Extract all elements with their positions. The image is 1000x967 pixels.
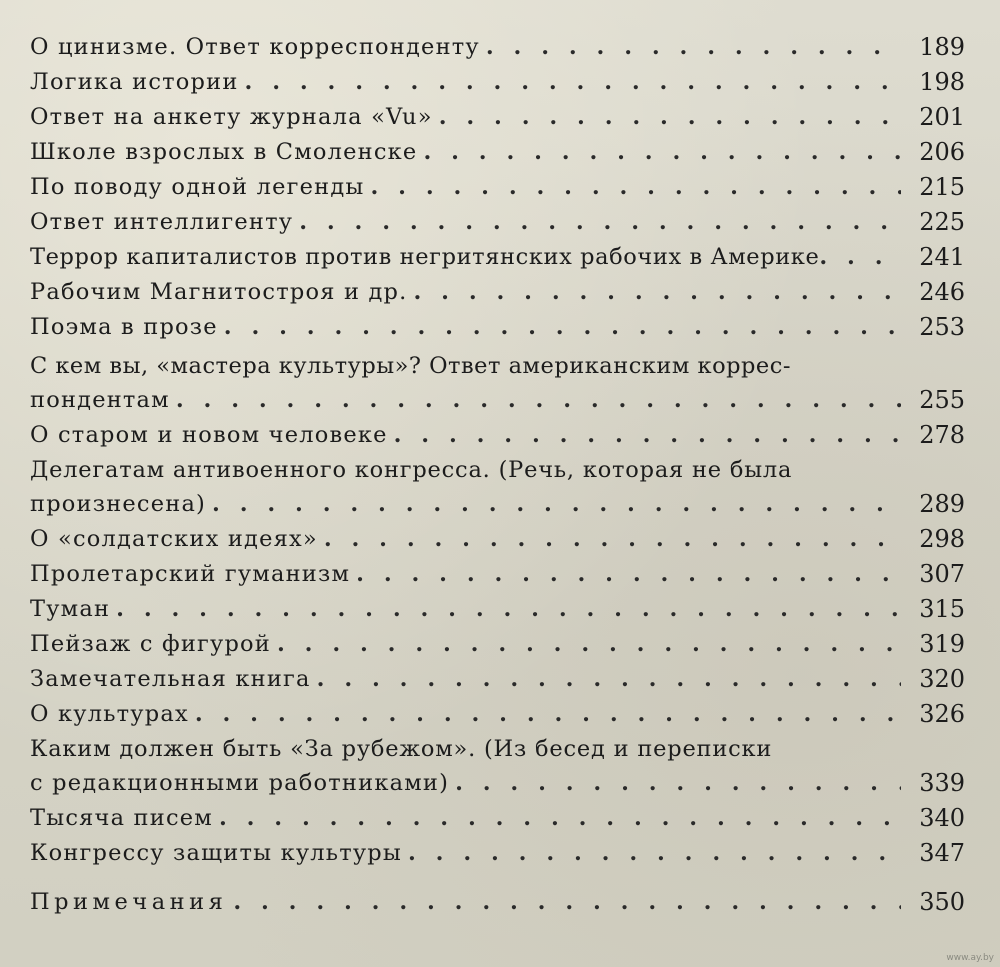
toc-entry-page: 278 — [919, 421, 965, 449]
toc-entry — [30, 627, 965, 662]
toc-entry-page: 350 — [919, 888, 965, 916]
table-of-contents — [30, 30, 965, 920]
dot-leader — [245, 65, 901, 100]
toc-entry — [30, 418, 965, 453]
toc-entry-page: 339 — [919, 769, 965, 797]
toc-entry — [30, 135, 965, 170]
toc-entry — [30, 205, 965, 240]
dot-leader — [219, 801, 901, 836]
dot-leader — [356, 557, 901, 592]
toc-entry-title: Пейзаж с фигурой — [30, 631, 272, 657]
toc-entry-title: О культурах — [30, 701, 189, 727]
toc-entry — [30, 275, 965, 310]
toc-entry — [30, 801, 965, 836]
toc-entry-page: 319 — [919, 630, 965, 658]
toc-entry-title: Поэма в прозе — [30, 314, 218, 340]
dot-leader — [299, 205, 901, 240]
toc-entry-page: 315 — [919, 595, 965, 623]
toc-entry-title: Ответ интеллигенту — [30, 209, 294, 235]
toc-entry — [30, 522, 965, 557]
toc-entry — [30, 100, 965, 135]
toc-entry-page: 255 — [919, 386, 965, 414]
dot-leader — [439, 100, 901, 135]
toc-entry-title: Делегатам антивоенного конгресса. (Речь, которая не была — [30, 457, 793, 483]
toc-entry — [30, 557, 965, 592]
toc-entry-title: Туман — [30, 596, 111, 622]
toc-entry — [30, 453, 965, 522]
watermark: www.ay.by — [946, 953, 994, 963]
dot-leader — [317, 662, 901, 697]
toc-entry — [30, 310, 965, 345]
toc-entry — [30, 240, 965, 275]
toc-entry-page: 198 — [919, 68, 965, 96]
toc-entry — [30, 65, 965, 100]
dot-leader — [277, 627, 901, 662]
toc-entry — [30, 732, 965, 801]
toc-entry-page: 246 — [919, 278, 965, 306]
toc-entry — [30, 592, 965, 627]
toc-entry-page: 215 — [919, 173, 965, 201]
toc-entry-page: 307 — [919, 560, 965, 588]
dot-leader — [819, 240, 901, 275]
toc-entry — [30, 170, 965, 205]
toc-entry-title: Тысяча писем — [30, 805, 213, 831]
dot-leader — [176, 383, 901, 418]
toc-entry-title: Замечательная книга — [30, 666, 311, 692]
toc-entry-title: Конгрессу защиты культуры — [30, 840, 403, 866]
toc-entry-page: 320 — [919, 665, 965, 693]
toc-entry-title: Пролетарский гуманизм — [30, 561, 351, 587]
toc-entry-title-continued: произнесена) — [30, 491, 207, 517]
toc-entry-title: Террор капиталистов против негритянских рабочих в Америке — [30, 244, 820, 270]
toc-entry-title: Ответ на анкету журнала «Vu» — [30, 104, 433, 130]
dot-leader — [370, 170, 901, 205]
toc-entry — [30, 697, 965, 732]
dot-leader — [423, 135, 901, 170]
dot-leader — [212, 487, 901, 522]
dot-leader — [324, 522, 901, 557]
toc-entry-title: О старом и новом человеке — [30, 422, 388, 448]
dot-leader — [195, 697, 901, 732]
toc-entry-title: По поводу одной легенды — [30, 174, 365, 200]
toc-entry-page: 253 — [919, 313, 965, 341]
toc-entry-title: Школе взрослых в Смоленске — [30, 139, 418, 165]
toc-entry-page: 201 — [919, 103, 965, 131]
toc-entry — [30, 662, 965, 697]
dot-leader — [233, 885, 901, 920]
toc-entry-page: 206 — [919, 138, 965, 166]
toc-entry-title: Логика истории — [30, 69, 239, 95]
toc-entry-title: О «солдатских идеях» — [30, 526, 318, 552]
dot-leader — [414, 275, 902, 310]
dot-leader — [455, 766, 901, 801]
dot-leader — [408, 836, 901, 871]
toc-entry-title: Рабочим Магнитостроя и др. — [30, 279, 408, 305]
toc-entry-notes — [30, 885, 965, 920]
toc-entry-page: 241 — [919, 243, 965, 271]
toc-entry-page: 225 — [919, 208, 965, 236]
toc-entry-page: 298 — [919, 525, 965, 553]
toc-entry — [30, 836, 965, 871]
toc-entry-title-continued: с редакционными работниками) — [30, 770, 450, 796]
toc-entry — [30, 349, 965, 418]
toc-entry-page: 289 — [919, 490, 965, 518]
toc-entry-page: 326 — [919, 700, 965, 728]
toc-entry-title: Примечания — [30, 889, 228, 915]
toc-entry-title-continued: пондентам — [30, 387, 170, 413]
dot-leader — [486, 30, 901, 65]
toc-entry-title: Каким должен быть «За рубежом». (Из бесед и переписки — [30, 736, 773, 762]
toc-entry-page: 340 — [919, 804, 965, 832]
toc-entry-title: О цинизме. Ответ корреспонденту — [30, 34, 480, 60]
dot-leader — [394, 418, 901, 453]
toc-entry-title: С кем вы, «мастера культуры»? Ответ американским коррес- — [30, 353, 791, 379]
dot-leader — [224, 310, 901, 345]
toc-entry — [30, 30, 965, 65]
toc-entry-page: 189 — [919, 33, 965, 61]
dot-leader — [116, 592, 901, 627]
toc-entry-page: 347 — [919, 839, 965, 867]
